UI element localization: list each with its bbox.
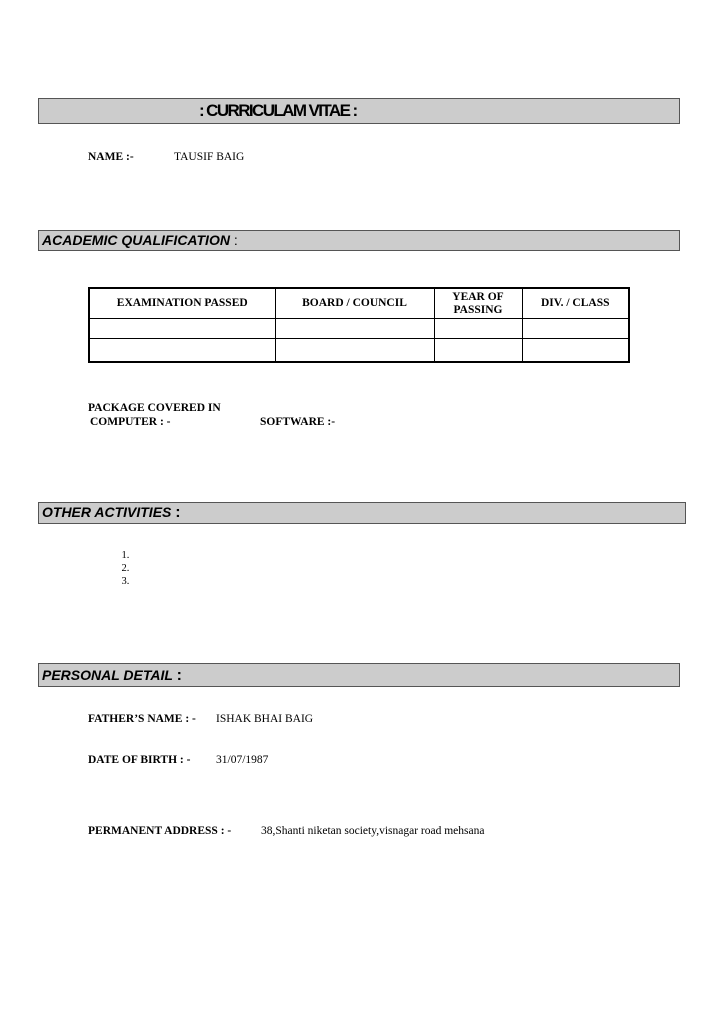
address-value: 38,Shanti niketan society,visnagar road mehsana bbox=[261, 825, 485, 837]
table-row bbox=[89, 339, 629, 363]
dob-label: DATE OF BIRTH : - bbox=[88, 754, 191, 766]
dob-value: 31/07/1987 bbox=[216, 754, 269, 766]
other-activities-band bbox=[38, 502, 686, 524]
package-label-line2: COMPUTER : - bbox=[90, 416, 171, 428]
header-board: BOARD / COUNCIL bbox=[275, 288, 434, 319]
table-cell bbox=[522, 319, 629, 339]
table-cell bbox=[522, 339, 629, 363]
table-cell bbox=[89, 339, 275, 363]
activities-list bbox=[108, 549, 132, 588]
header-examination: EXAMINATION PASSED bbox=[89, 288, 275, 319]
table-cell bbox=[275, 339, 434, 363]
academic-heading: ACADEMIC QUALIFICATION : bbox=[42, 232, 238, 248]
package-label-line1: PACKAGE COVERED IN bbox=[88, 402, 221, 414]
document-title: : CURRICULAM VITAE : bbox=[199, 101, 357, 120]
table-cell bbox=[434, 319, 522, 339]
header-year: YEAR OF PASSING bbox=[434, 288, 522, 319]
table-row bbox=[89, 319, 629, 339]
personal-detail-heading: PERSONAL DETAIL : bbox=[42, 667, 182, 684]
name-label: NAME :- bbox=[88, 151, 134, 163]
other-activities-heading: OTHER ACTIVITIES : bbox=[42, 504, 181, 521]
table-cell bbox=[434, 339, 522, 363]
software-label: SOFTWARE :- bbox=[260, 416, 336, 428]
father-name-value: ISHAK BHAI BAIG bbox=[216, 713, 314, 725]
table-cell bbox=[275, 319, 434, 339]
table-header-row bbox=[89, 288, 629, 319]
address-label: PERMANENT ADDRESS : - bbox=[88, 825, 232, 837]
father-name-label: FATHER’S NAME : - bbox=[88, 713, 196, 725]
table-cell bbox=[89, 319, 275, 339]
title-band bbox=[38, 98, 680, 124]
personal-detail-band bbox=[38, 663, 680, 687]
qualification-table bbox=[88, 287, 630, 363]
header-division: DIV. / CLASS bbox=[522, 288, 629, 319]
name-value: TAUSIF BAIG bbox=[174, 151, 245, 163]
academic-band bbox=[38, 230, 680, 251]
